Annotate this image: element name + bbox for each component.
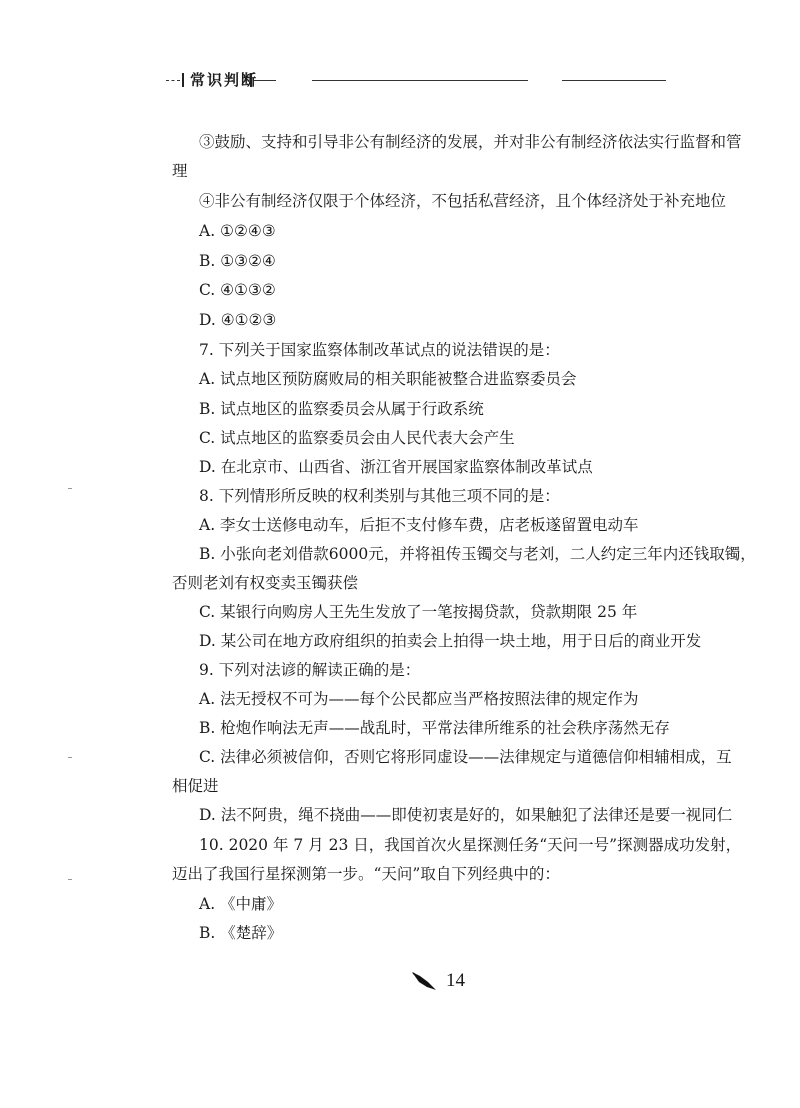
q8-choice-d: D. 某公司在地方政府组织的拍卖会上拍得一块土地，用于日后的商业开发	[199, 632, 702, 650]
page-header	[166, 70, 686, 90]
header-rule	[562, 80, 666, 81]
question-7-stem: 7. 下列关于国家监察体制改革试点的说法错误的是：	[199, 341, 560, 359]
question-9-stem: 9. 下列对法谚的解读正确的是：	[199, 661, 421, 679]
q6-choice-a: A. ①②④③	[199, 222, 276, 240]
q6-choice-d: D. ④①②③	[199, 311, 277, 329]
question-8-stem: 8. 下列情形所反映的权利类别与其他三项不同的是：	[199, 487, 560, 505]
option-statement-3-line2: 理	[172, 162, 188, 180]
q9-choice-c-line1: C. 法律必须被信仰，否则它将形同虚设——法律规定与道德信仰相辅相成，互	[199, 748, 732, 766]
q8-choice-b-line1: B. 小张向老刘借款6000元，并将祖传玉镯交与老刘，二人约定三年内还钱取镯，	[199, 545, 756, 563]
header-bar-left	[182, 73, 184, 87]
q10-choice-a: A. 《中庸》	[199, 895, 283, 913]
option-statement-4: ④非公有制经济仅限于个体经济，不包括私营经济，且个体经济处于补充地位	[199, 192, 727, 210]
q6-choice-c: C. ④①③②	[199, 281, 276, 299]
q10-choice-b: B. 《楚辞》	[199, 924, 283, 942]
margin-mark	[68, 879, 72, 880]
q8-choice-c: C. 某银行向购房人王先生发放了一笔按揭贷款，贷款期限 25 年	[199, 603, 638, 621]
header-rule	[254, 80, 276, 81]
q7-choice-c: C. 试点地区的监察委员会由人民代表大会产生	[199, 429, 515, 447]
header-rule-lead	[166, 80, 180, 81]
option-statement-3-line1: ③鼓励、支持和引导非公有制经济的发展，并对非公有制经济依法实行监督和管	[199, 133, 742, 151]
q6-choice-b: B. ①③②④	[199, 252, 276, 270]
header-bar-right	[250, 73, 252, 87]
q9-choice-c-line2: 相促进	[172, 777, 219, 795]
q7-choice-b: B. 试点地区的监察委员会从属于行政系统	[199, 400, 484, 418]
header-rule	[312, 80, 528, 81]
q8-choice-a: A. 李女士送修电动车，后拒不支付修车费，店老板遂留置电动车	[199, 516, 639, 534]
page-number: 14	[446, 970, 465, 991]
q9-choice-b: B. 枪炮作响法无声——战乱时，平常法律所维系的社会秩序荡然无存	[199, 719, 670, 737]
q9-choice-d: D. 法不阿贵，绳不挠曲——即使初衷是好的，如果触犯了法律还是要一视同仁	[199, 806, 733, 824]
question-10-stem-line1: 10. 2020 年 7 月 23 日，我国首次火星探测任务“天问一号”探测器成功发射，	[199, 836, 742, 854]
section-title: 常识判断	[190, 71, 259, 89]
feather-mark-icon	[410, 970, 440, 992]
margin-mark	[68, 488, 72, 489]
q7-choice-d: D. 在北京市、山西省、浙江省开展国家监察体制改革试点	[199, 458, 593, 476]
q9-choice-a: A. 法无授权不可为——每个公民都应当严格按照法律的规定作为	[199, 690, 639, 708]
question-10-stem-line2: 迈出了我国行星探测第一步。“天问”取自下列经典中的：	[172, 865, 560, 883]
q7-choice-a: A. 试点地区预防腐败局的相关职能被整合进监察委员会	[199, 370, 577, 388]
margin-mark	[68, 757, 72, 758]
q8-choice-b-line2: 否则老刘有权变卖玉镯获偿	[172, 574, 359, 592]
